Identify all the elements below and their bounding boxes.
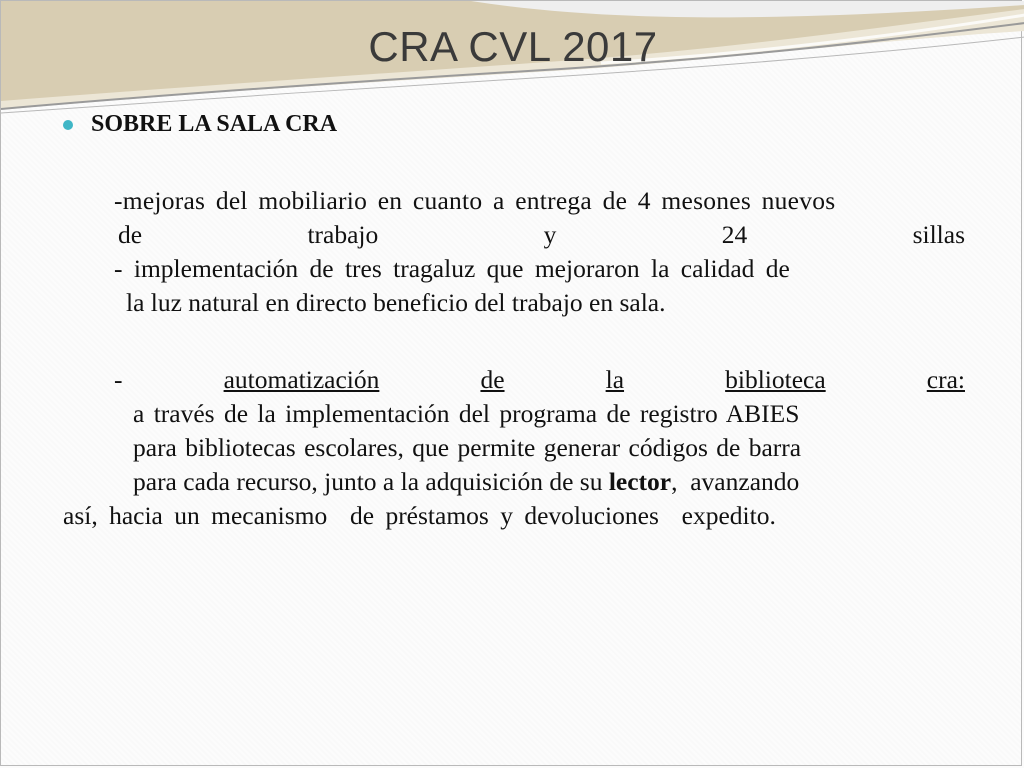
word-underlined: automatización (223, 365, 380, 394)
paragraph-justified-line (63, 363, 965, 397)
word: y (543, 220, 557, 249)
bullet-heading: SOBRE LA SALA CRA (91, 111, 338, 137)
text-run: , avanzando (671, 467, 800, 496)
word: sillas (912, 220, 965, 249)
word-underlined: biblioteca (725, 365, 826, 394)
slide-title: CRA CVL 2017 (368, 23, 658, 70)
word: 24 (721, 220, 748, 249)
paragraph-line: así, hacia un mecanismo de préstamos y devoluciones expedito. (63, 501, 776, 530)
text-run: para cada recurso, junto a la adquisición de su (133, 467, 609, 496)
word-underlined: de (480, 365, 505, 394)
word-underlined: cra: (926, 365, 965, 394)
paragraph-justified-line (114, 218, 965, 252)
word-underlined: la (605, 365, 625, 394)
word: trabajo (307, 220, 379, 249)
bullet-dot-icon (63, 120, 73, 130)
bullet-heading-row (63, 111, 337, 138)
word: de (118, 220, 143, 249)
paragraph-automatizacion (63, 363, 965, 533)
word: - (114, 365, 123, 394)
paragraph-mobiliario (114, 184, 965, 320)
paragraph-line: -mejoras del mobiliario en cuanto a entrega de 4 mesones nuevos (114, 186, 836, 215)
paragraph-line (63, 465, 965, 499)
paragraph-line: para bibliotecas escolares, que permite generar códigos de barra (133, 433, 802, 462)
bold-word-lector: lector (608, 467, 672, 496)
paragraph-line: - implementación de tres tragaluz que mejoraron la calidad de (114, 254, 790, 283)
paragraph-line: a través de la implementación del programa de registro ABIES (133, 399, 800, 428)
paragraph-line: la luz natural en directo beneficio del trabajo en sala. (126, 288, 666, 317)
